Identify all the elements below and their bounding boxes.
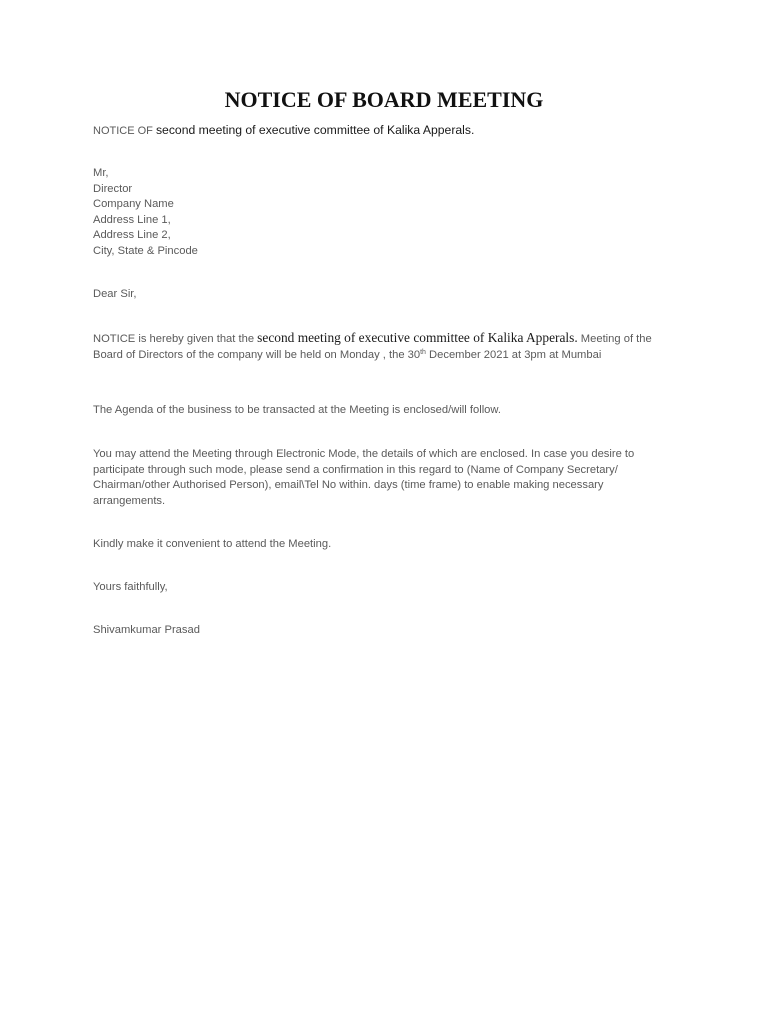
request-paragraph: Kindly make it convenient to attend the Meeting.: [93, 538, 332, 550]
signatory-name: Shivamkumar Prasad: [93, 624, 200, 636]
electronic-mode-paragraph: You may attend the Meeting through Electronic Mode, the details of which are enclosed. In case you desire to participate through such mode, please send a confirmation in this regard to (Name of Company Secretary/ Chairman/other Authorised Person), email\Tel No within. days (time frame) to enable making necessary arrangements.: [93, 448, 635, 507]
addressee-line: City, State & Pincode: [93, 244, 198, 257]
subject-text: second meeting of executive committee of Kalika Apperals.: [155, 123, 475, 137]
addressee-line: Address Line 1,: [93, 213, 171, 226]
notice-after-date: December 2021 at 3pm at Mumbai: [425, 348, 602, 361]
addressee-block: [93, 166, 678, 260]
addressee-line: Mr,: [93, 167, 109, 179]
subject-line: [93, 122, 678, 139]
addressee-line: Address Line 2,: [93, 229, 171, 242]
salutation: Dear Sir,: [93, 288, 137, 300]
agenda-paragraph: The Agenda of the business to be transacted at the Meeting is enclosed/will follow.: [93, 404, 501, 416]
addressee-line: Director: [93, 182, 133, 195]
notice-meeting-name: second meeting of executive committee of Kalika Apperals.: [257, 330, 578, 345]
notice-day-suffix: th: [420, 348, 426, 356]
closing-line: Yours faithfully,: [93, 581, 168, 593]
subject-prefix: NOTICE OF: [93, 125, 156, 137]
document-title: NOTICE OF BOARD MEETING: [224, 87, 544, 112]
notice-paragraph: [93, 330, 678, 363]
notice-intro: NOTICE is hereby given that the: [93, 333, 258, 345]
addressee-line: Company Name: [93, 198, 174, 211]
notice-after-name: Meeting of the Board of Directors of the company will be held on Monday , the 30: [93, 333, 652, 361]
